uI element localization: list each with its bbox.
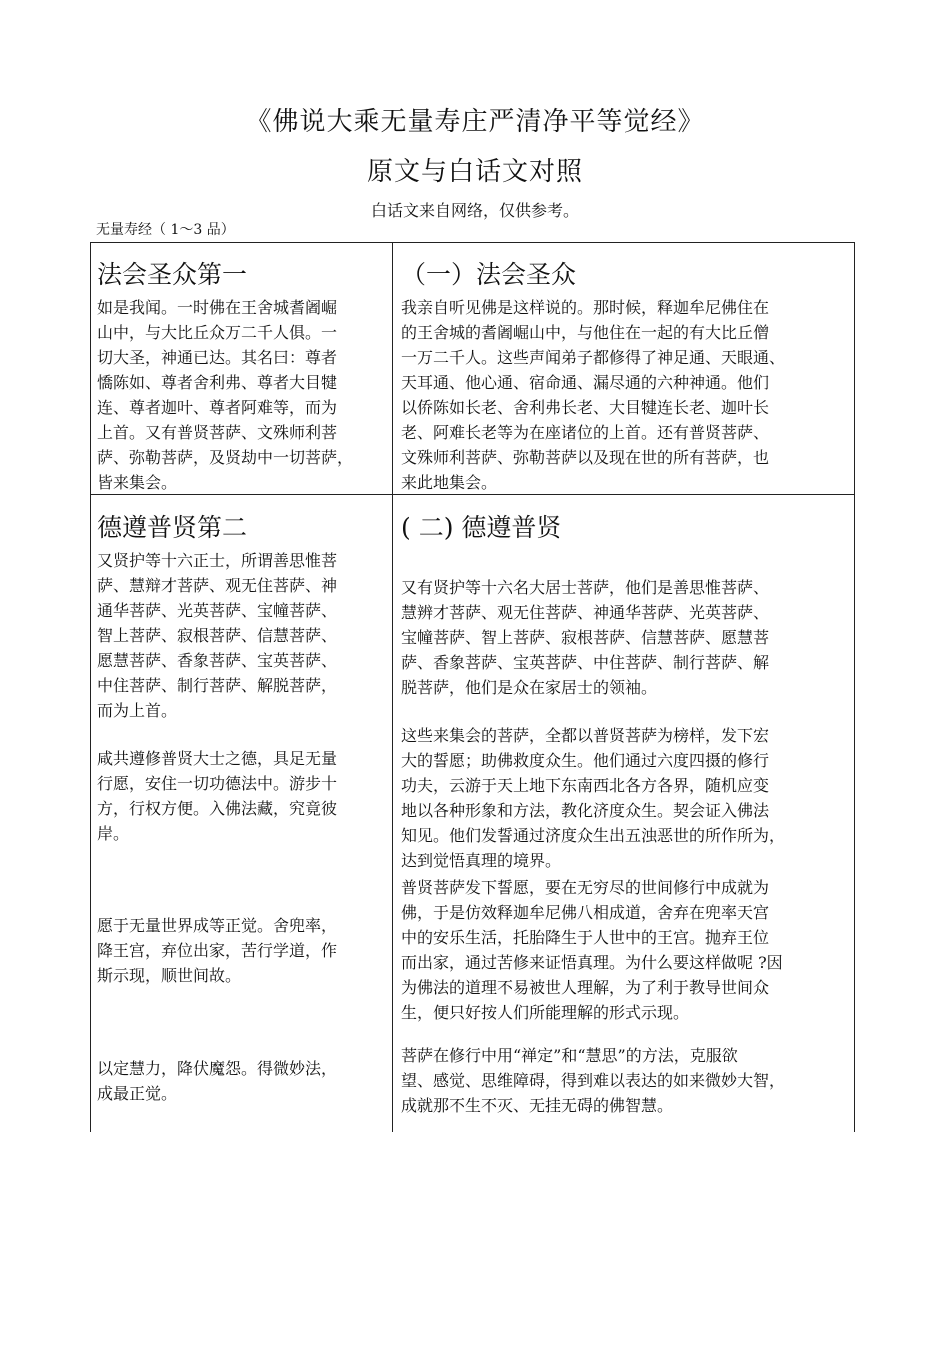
vernacular-paragraph: 普贤菩萨发下誓愿，要在无穷尽的世间修行中成就为 佛，于是仿效释迦牟尼佛八相成道，舍弃在兜率天宫 中的安乐生活，托胎降生于人世中的王宫。抛弃王位 而出家，通过苦修来证悟真理。为什么要这样做呢 ?因 为佛法的道理不易被世人理解，为了利于教导世间众 生，便只好按人们所能理解的形式示现。 [401,878,783,1022]
original-paragraph: 愿于无量世界成等正觉。舍兜率， 降王宫，弃位出家，苦行学道，作 斯示现，顺世间故。 [97,916,338,985]
table-right-border [854,242,855,1132]
original-paragraph: 以定慧力，降伏魔怨。得微妙法， 成最正觉。 [97,1059,338,1103]
original-paragraph: 如是我闻。一时佛在王舍城耆阇崛 山中，与大比丘众万二千人俱。一 切大圣，神通已达。其名曰：尊者 憍陈如、尊者舍利弗、尊者大目犍 连、尊者迦叶、尊者阿难等，而为 上首。又有普贤菩萨、文殊师利菩 萨、弥勒菩萨，及贤劫中一切菩萨， 皆来集会。 [97,298,354,492]
original-heading-1: 法会圣众第一 [97,260,248,289]
vernacular-heading-2: ( 二) 德遵普贤 [401,513,562,542]
document-subtitle: 原文与白话文对照 [366,157,583,187]
document-title: 《佛说大乘无量寿庄严清净平等觉经》 [245,107,705,137]
vernacular-paragraph: 又有贤护等十六名大居士菩萨，他们是善思惟菩萨、 慧辨才菩萨、观无住菩萨、神通华菩萨、光英菩萨、 宝幢菩萨、智上菩萨、寂根菩萨、信慧菩萨、愿慧菩 萨、香象菩萨、宝英菩萨、中住菩萨、制行菩萨、解 脱菩萨，他们是众在家居士的领袖。 [401,578,770,697]
vernacular-paragraph: 这些来集会的菩萨，全都以普贤菩萨为榜样，发下宏 大的誓愿；助佛救度众生。他们通过六度四摄的修行 功夫，云游于天上地下东南西北各方各界，随机应变 地以各种形象和方法，教化济度众生。契会证入佛法 知见。他们发誓通过济度众生出五浊恶世的所作所为， 达到觉悟真理的境界。 [401,726,786,870]
table-top-border [90,242,855,243]
table-column-divider [392,242,393,1132]
original-paragraph: 咸共遵修普贤大士之德，具足无量 行愿，安住一切功德法中。游步十 方，行权方便。入佛法藏，究竟彼 岸。 [97,749,338,843]
original-heading-2: 德遵普贤第二 [97,513,248,542]
vernacular-heading-1: （一）法会圣众 [401,260,577,289]
table-left-border [90,242,91,1132]
vernacular-paragraph: 我亲自听见佛是这样说的。那时候，释迦牟尼佛住在 的王舍城的耆阇崛山中，与他住在一起的有大比丘僧 一万二千人。这些声闻弟子都修得了神足通、天眼通、 天耳通、他心通、宿命通、漏尽通的六种神通。他们 以侨陈如长老、舍利弗长老、大目犍连长老、迦叶长 老、阿难长老等为在座诸位的上首。还有普贤菩萨、 文殊师利菩萨、弥勒菩萨以及现在世的所有菩萨，也 来此地集会。 [401,298,786,492]
vernacular-paragraph: 菩萨在修行中用“禅定”和“慧思”的方法，克服欲 望、感觉、思维障碍，得到难以表达的如来微妙大智， 成就那不生不灭、无挂无碍的佛智慧。 [401,1046,786,1115]
chapter-range-label: 无量寿经（ 1～3 品） [96,222,235,238]
original-paragraph: 又贤护等十六正士，所谓善思惟菩 萨、慧辩才菩萨、观无住菩萨、神 通华菩萨、光英菩萨、宝幢菩萨、 智上菩萨、寂根菩萨、信慧菩萨、 愿慧菩萨、香象菩萨、宝英菩萨、 中住菩萨、制行菩萨、解脱菩萨， 而为上首。 [97,551,338,720]
reference-note: 白话文来自网络，仅供参考。 [370,201,579,220]
